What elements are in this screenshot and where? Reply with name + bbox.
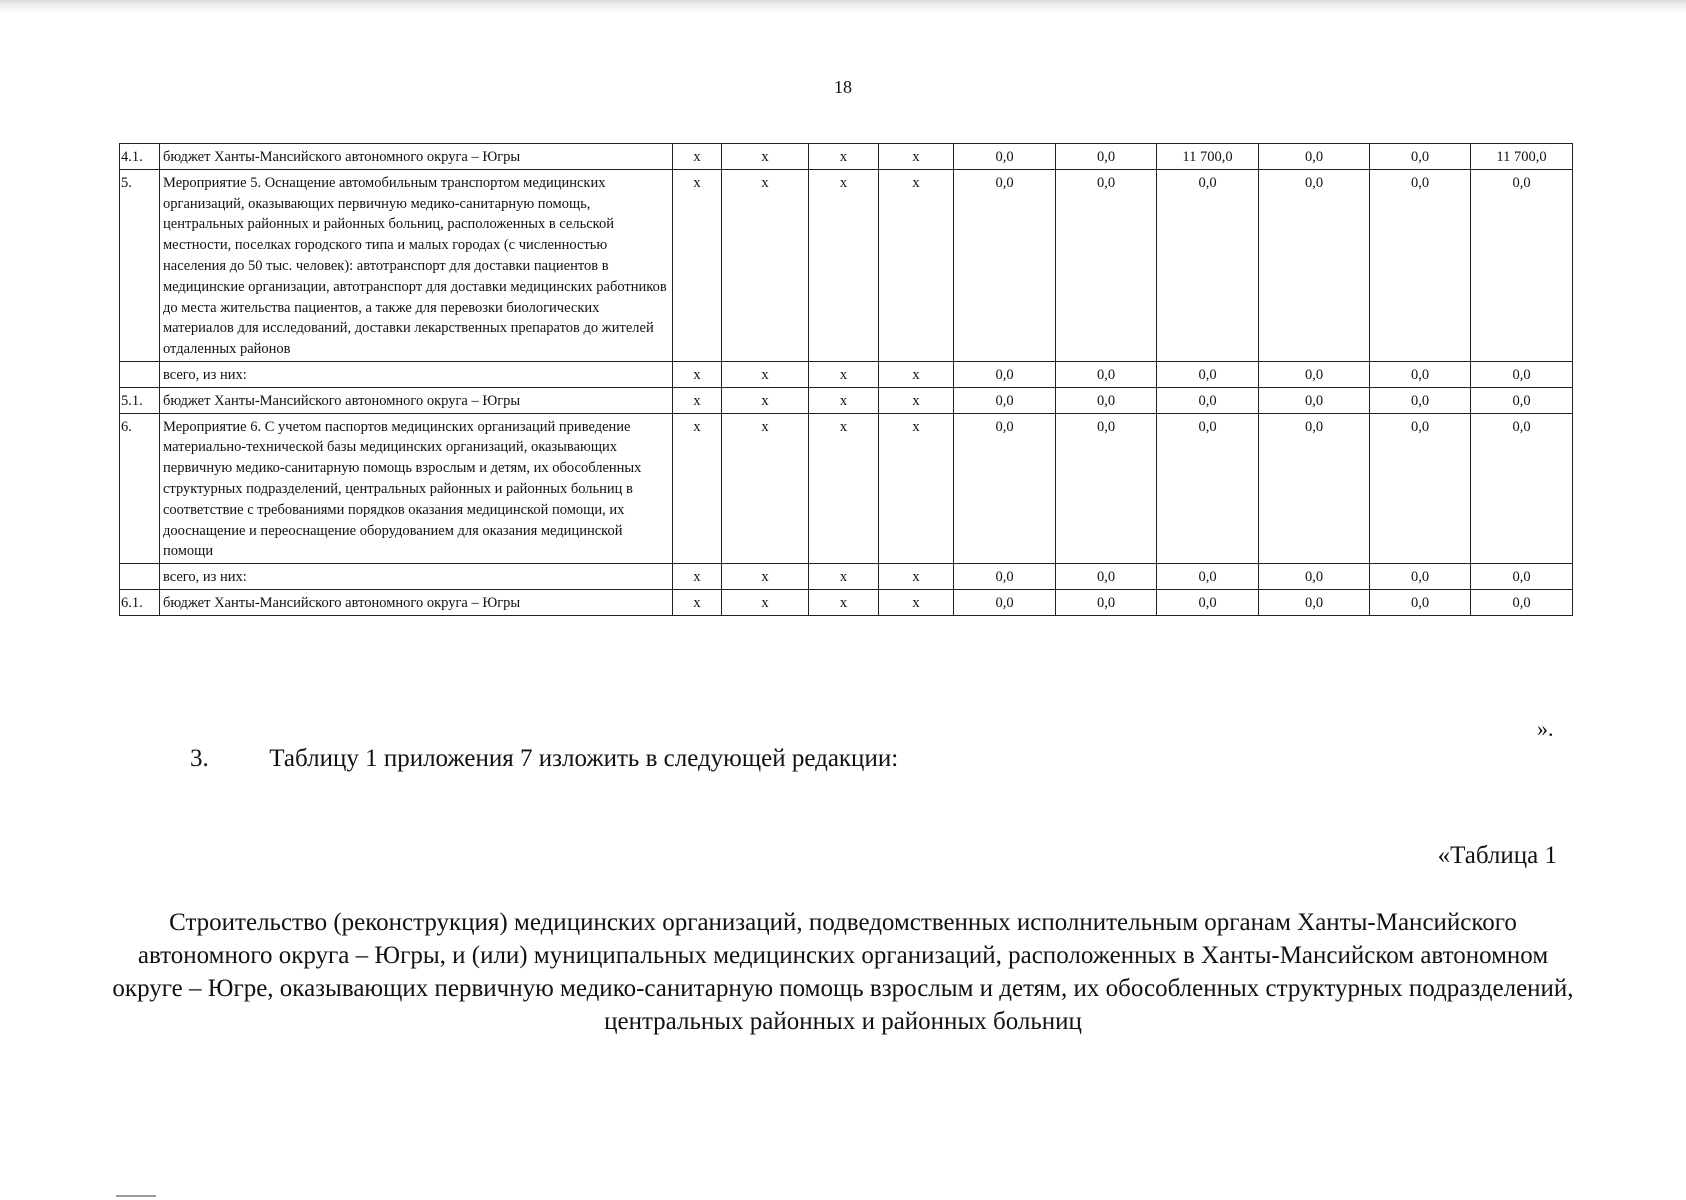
- value-cell: 11 700,0: [1157, 144, 1259, 170]
- scan-edge: [0, 0, 1686, 14]
- closing-quote: ».: [1537, 716, 1554, 741]
- row-number: 6.1.: [120, 589, 160, 615]
- value-cell: 0,0: [1056, 361, 1157, 387]
- x-mark-cell: х: [879, 387, 954, 413]
- x-mark-cell: х: [809, 387, 879, 413]
- x-mark-cell: х: [722, 589, 809, 615]
- value-cell: 0,0: [1259, 564, 1370, 590]
- paragraph-text: Таблицу 1 приложения 7 изложить в следующей редакции:: [269, 745, 899, 772]
- value-cell: 0,0: [1471, 589, 1573, 615]
- table-row: [120, 144, 1573, 170]
- value-cell: 0,0: [1259, 413, 1370, 564]
- row-description: бюджет Ханты-Мансийского автономного округа – Югры: [160, 387, 673, 413]
- value-cell: 0,0: [1259, 589, 1370, 615]
- table-row: [120, 564, 1573, 590]
- row-description: бюджет Ханты-Мансийского автономного округа – Югры: [160, 144, 673, 170]
- value-cell: 11 700,0: [1471, 144, 1573, 170]
- section-title: Строительство (реконструкция) медицинских организаций, подведомственных исполнительным органам Ханты-Мансийского автономного округа – Югры, и (или) муниципальных медицинских организаций, расположенных в Ханты-Мансийском автономном округе – Югре, оказывающих первичную медико-санитарную помощь взрослым и детям, их обособленных структурных подразделений, центральных районных и районных больниц: [112, 909, 1574, 1035]
- value-cell: 0,0: [1157, 564, 1259, 590]
- x-mark-cell: х: [722, 361, 809, 387]
- value-cell: 0,0: [1471, 361, 1573, 387]
- value-cell: 0,0: [954, 169, 1056, 361]
- value-cell: 0,0: [1471, 387, 1573, 413]
- x-mark-cell: х: [879, 413, 954, 564]
- row-description: бюджет Ханты-Мансийского автономного округа – Югры: [160, 589, 673, 615]
- value-cell: 0,0: [1370, 387, 1471, 413]
- x-mark-cell: х: [673, 564, 722, 590]
- row-number: 6.: [120, 413, 160, 564]
- budget-table: [119, 143, 1573, 616]
- value-cell: 0,0: [1157, 169, 1259, 361]
- row-description: Мероприятие 6. С учетом паспортов медицинских организаций приведение материально-технической базы медицинских организаций, оказывающих первичную медико-санитарную помощь взрослым и детям, их обособленных структурных подразделений, центральных районных и районных больниц в соответствие с требованиями порядков оказания медицинской помощи, их дооснащение и переоснащение оборудованием для оказания медицинской помощи: [160, 413, 673, 564]
- paragraph-3: [190, 745, 898, 773]
- x-mark-cell: х: [673, 169, 722, 361]
- value-cell: 0,0: [1370, 144, 1471, 170]
- budget-table-body: [120, 144, 1573, 616]
- value-cell: 0,0: [1370, 361, 1471, 387]
- x-mark-cell: х: [809, 169, 879, 361]
- value-cell: 0,0: [1056, 564, 1157, 590]
- value-cell: 0,0: [954, 387, 1056, 413]
- footer-mark: [116, 1195, 156, 1197]
- x-mark-cell: х: [809, 361, 879, 387]
- value-cell: 0,0: [1370, 589, 1471, 615]
- table-row: [120, 589, 1573, 615]
- value-cell: 0,0: [1056, 413, 1157, 564]
- row-description: всего, из них:: [160, 361, 673, 387]
- value-cell: 0,0: [1157, 589, 1259, 615]
- table-row: [120, 413, 1573, 564]
- table-row: [120, 361, 1573, 387]
- x-mark-cell: х: [722, 169, 809, 361]
- x-mark-cell: х: [673, 144, 722, 170]
- x-mark-cell: х: [879, 144, 954, 170]
- value-cell: 0,0: [1370, 564, 1471, 590]
- x-mark-cell: х: [879, 564, 954, 590]
- x-mark-cell: х: [809, 564, 879, 590]
- table-row: [120, 387, 1573, 413]
- x-mark-cell: х: [879, 361, 954, 387]
- x-mark-cell: х: [673, 387, 722, 413]
- x-mark-cell: х: [722, 387, 809, 413]
- value-cell: 0,0: [1471, 413, 1573, 564]
- x-mark-cell: х: [673, 413, 722, 564]
- x-mark-cell: х: [673, 361, 722, 387]
- x-mark-cell: х: [722, 144, 809, 170]
- x-mark-cell: х: [722, 413, 809, 564]
- value-cell: 0,0: [1370, 413, 1471, 564]
- value-cell: 0,0: [1471, 564, 1573, 590]
- value-cell: 0,0: [1157, 387, 1259, 413]
- value-cell: 0,0: [1259, 169, 1370, 361]
- row-number: [120, 564, 160, 590]
- value-cell: 0,0: [1056, 387, 1157, 413]
- value-cell: 0,0: [1056, 144, 1157, 170]
- value-cell: 0,0: [1259, 361, 1370, 387]
- value-cell: 0,0: [954, 589, 1056, 615]
- x-mark-cell: х: [722, 564, 809, 590]
- row-number: 5.: [120, 169, 160, 361]
- value-cell: 0,0: [1157, 361, 1259, 387]
- paragraph-number: 3.: [190, 745, 209, 772]
- value-cell: 0,0: [1471, 169, 1573, 361]
- page-number: 18: [834, 77, 852, 97]
- x-mark-cell: х: [809, 144, 879, 170]
- table-row: [120, 169, 1573, 361]
- value-cell: 0,0: [1056, 589, 1157, 615]
- value-cell: 0,0: [954, 144, 1056, 170]
- row-number: 5.1.: [120, 387, 160, 413]
- row-description: Мероприятие 5. Оснащение автомобильным транспортом медицинских организаций, оказывающих первичную медико-санитарную помощь, центральных районных и районных больниц, расположенных в сельской местности, поселках городского типа и малых городах (с численностью населения до 50 тыс. человек): автотранспорт для доставки пациентов в медицинские организации, автотранспорт для доставки медицинских работников до места жительства пациентов, а также для перевозки биологических материалов для исследований, доставки лекарственных препаратов до жителей отдаленных районов: [160, 169, 673, 361]
- x-mark-cell: х: [879, 169, 954, 361]
- value-cell: 0,0: [954, 564, 1056, 590]
- value-cell: 0,0: [1056, 169, 1157, 361]
- value-cell: 0,0: [1370, 169, 1471, 361]
- x-mark-cell: х: [879, 589, 954, 615]
- table-label: «Таблица 1: [1437, 842, 1557, 869]
- x-mark-cell: х: [673, 589, 722, 615]
- value-cell: 0,0: [954, 361, 1056, 387]
- value-cell: 0,0: [1157, 413, 1259, 564]
- value-cell: 0,0: [954, 413, 1056, 564]
- x-mark-cell: х: [809, 589, 879, 615]
- value-cell: 0,0: [1259, 387, 1370, 413]
- row-description: всего, из них:: [160, 564, 673, 590]
- value-cell: 0,0: [1259, 144, 1370, 170]
- row-number: [120, 361, 160, 387]
- x-mark-cell: х: [809, 413, 879, 564]
- row-number: 4.1.: [120, 144, 160, 170]
